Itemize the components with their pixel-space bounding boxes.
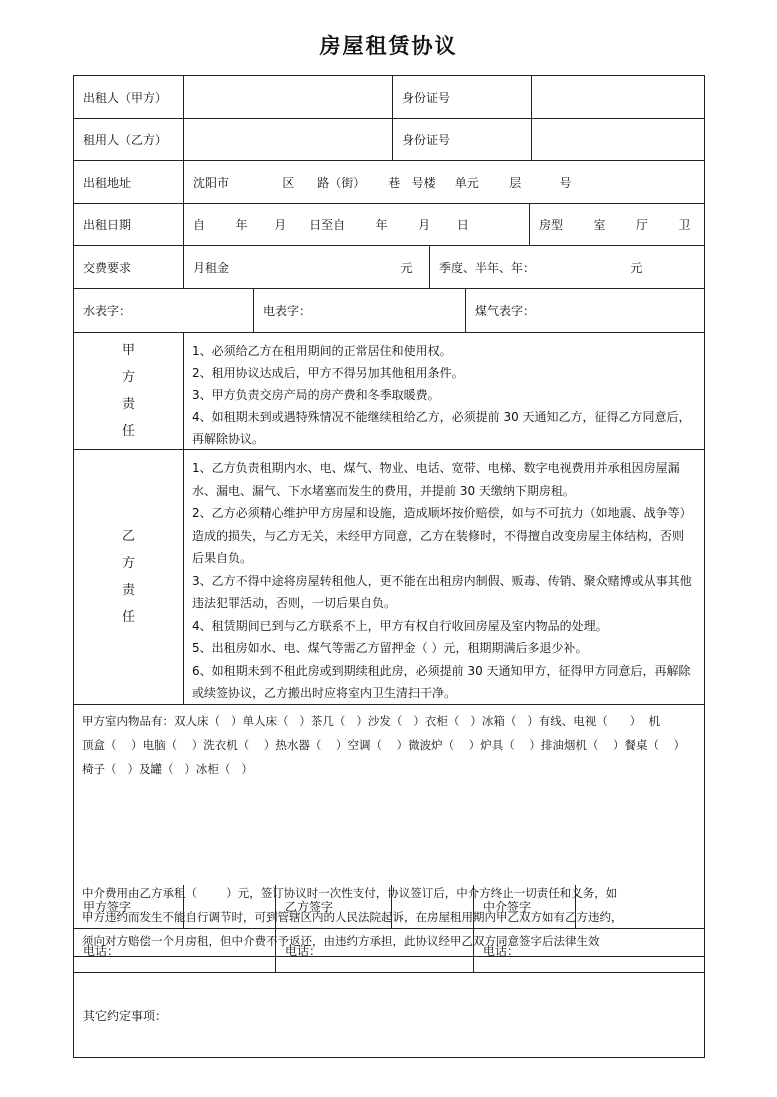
label-char: 任 [121, 610, 135, 625]
party-a-signature-label: 甲方签字 [83, 900, 132, 914]
lease-form-table [73, 75, 705, 1058]
agency-clause-line: 甲方违约而发生不能自行调节时，可到管辖区内的人民法院起诉，在房屋租用期内甲乙双方如有乙方违约， [82, 910, 623, 924]
periodic-rent-field[interactable]: 季度、半年、年： 元 [429, 246, 704, 288]
clause: 1、必须给乙方在租用期间的正常居住和使用权。 [192, 344, 452, 358]
clause: 3、甲方负责交房产局的房产费和冬季取暖费。 [192, 388, 440, 402]
address-row [74, 161, 704, 204]
lessor-id-label: 身份证号 [392, 76, 531, 118]
furnishings-line: 椅子（ ）及罐（ ）冰柜（ ） [82, 762, 253, 776]
lessee-label: 租用人（乙方） [83, 133, 168, 147]
water-meter-field[interactable]: 水表字： [83, 304, 132, 318]
lessee-id-label: 身份证号 [392, 119, 531, 160]
agency-clause-line: 须向对方赔偿一个月房租，但中介费不予返还，由违约方承担，此协议经甲乙双方同意签字后法律生效 [82, 934, 600, 948]
party-b-phone-field[interactable]: 电话： [275, 929, 473, 972]
party-a-responsibility-row [74, 333, 704, 450]
agent-signature-field[interactable] [575, 885, 704, 928]
label-char: 甲 [121, 343, 135, 358]
clause: 6、如租期未到不租此房或到期续租此房，必须提前 30 天通知甲方，征得甲方同意后，再解除或续签协议，乙方搬出时应将室内卫生清扫干净。 [192, 663, 691, 700]
label-char: 乙 [121, 529, 135, 544]
clause: 4、如租期未到或遇特殊情况不能继续租给乙方，必须提前 30 天通知乙方，征得乙方同意后，再解除协议。 [192, 410, 691, 446]
phone-row [74, 929, 704, 973]
label-char: 任 [121, 424, 135, 439]
label-char: 方 [121, 370, 135, 385]
payment-row [74, 246, 704, 289]
furnishings-line: 甲方室内物品有：双人床（ ）单人床（ ）茶几（ ）沙发（ ）衣柜（ ）冰箱（ ）有线、电视（ ） 机 [82, 714, 661, 728]
party-b-responsibility-text [183, 450, 704, 704]
document-title: 房屋租赁协议 [319, 34, 458, 58]
house-type-field[interactable]: 房型 室 厅 卫 [529, 204, 704, 245]
clause: 4、租赁期间已到与乙方联系不上，甲方有权自行收回房屋及室内物品的处理。 [192, 618, 608, 633]
clause: 3、乙方不得中途将房屋转租他人，更不能在出租房内制假、贩毒、传销、聚众赌博或从事其他违法犯罪活动，否则，一切后果自负。 [192, 573, 692, 610]
party-a-signature-field[interactable] [183, 885, 275, 928]
electric-meter-field[interactable]: 电表字： [253, 289, 465, 332]
agent-phone-field[interactable]: 电话： [473, 929, 704, 972]
lessee-name-field[interactable] [183, 119, 392, 160]
party-b-signature-label: 乙方签字 [275, 885, 391, 928]
party-a-phone-field[interactable]: 电话： [83, 944, 120, 958]
rent-date-field[interactable]: 自 年 月 日至自 年 月 日 [183, 204, 529, 245]
rent-date-label: 出租日期 [83, 218, 132, 232]
agency-clause-line: 中介费用由乙方承租（ ）元，签订协议时一次性支付，协议签订后，中介方终止一切责任和义务，如 [82, 886, 618, 900]
clause: 2、租用协议达成后，甲方不得另加其他租用条件。 [192, 366, 464, 380]
furnishings-line: 顶盒（ ）电脑（ ）洗衣机（ ）热水器（ ）空调（ ）微波炉（ ）炉具（ ）排油烟机（ ）餐桌（ ） [82, 738, 686, 752]
party-b-responsibility-label [74, 450, 183, 704]
clause: 1、乙方负责租期内水、电、煤气、物业、电话、宽带、电梯、数字电视费用并承租因房屋漏水、漏电、漏气、下水堵塞而发生的费用，并提前 30 天缴纳下期房租。 [192, 461, 680, 498]
lessor-id-field[interactable] [531, 76, 704, 118]
label-char: 责 [121, 397, 135, 412]
monthly-rent-field[interactable]: 月租金 元 [183, 246, 429, 288]
meters-row [74, 289, 704, 333]
address-label: 出租地址 [83, 175, 132, 190]
party-b-signature-field[interactable] [391, 885, 473, 928]
lessee-row [74, 119, 704, 161]
party-a-responsibility-label [74, 333, 183, 449]
rent-date-row [74, 204, 704, 246]
other-terms-field[interactable]: 其它约定事项： [83, 1008, 168, 1023]
other-terms-row [74, 973, 704, 1057]
label-char: 方 [121, 556, 135, 571]
label-char: 责 [121, 583, 135, 598]
lessor-name-field[interactable] [183, 76, 392, 118]
clause: 5、出租房如水、电、煤气等需乙方留押金（ ）元，租期期满后多退少补。 [192, 641, 588, 655]
party-a-responsibility-text [183, 333, 704, 449]
party-b-responsibility-row [74, 450, 704, 705]
lessor-row [74, 76, 704, 119]
agent-signature-label: 中介签字 [473, 885, 575, 928]
gas-meter-field[interactable]: 煤气表字： [465, 289, 704, 332]
address-field[interactable]: 沈阳市 区 路（街） 巷 号楼 单元 层 号 [183, 161, 704, 203]
signature-row [74, 885, 704, 929]
lessee-id-field[interactable] [531, 119, 704, 160]
clause: 2、乙方必须精心维护甲方房屋和设施，造成顺坏按价赔偿，如与不可抗力（如地震、战争等）造成的损失，与乙方无关，未经甲方同意，乙方在装修时，不得擅自改变房屋主体结构，否则后果自负。 [192, 506, 692, 565]
payment-label: 交费要求 [83, 260, 132, 275]
lessor-label: 出租人（甲方） [83, 90, 168, 105]
